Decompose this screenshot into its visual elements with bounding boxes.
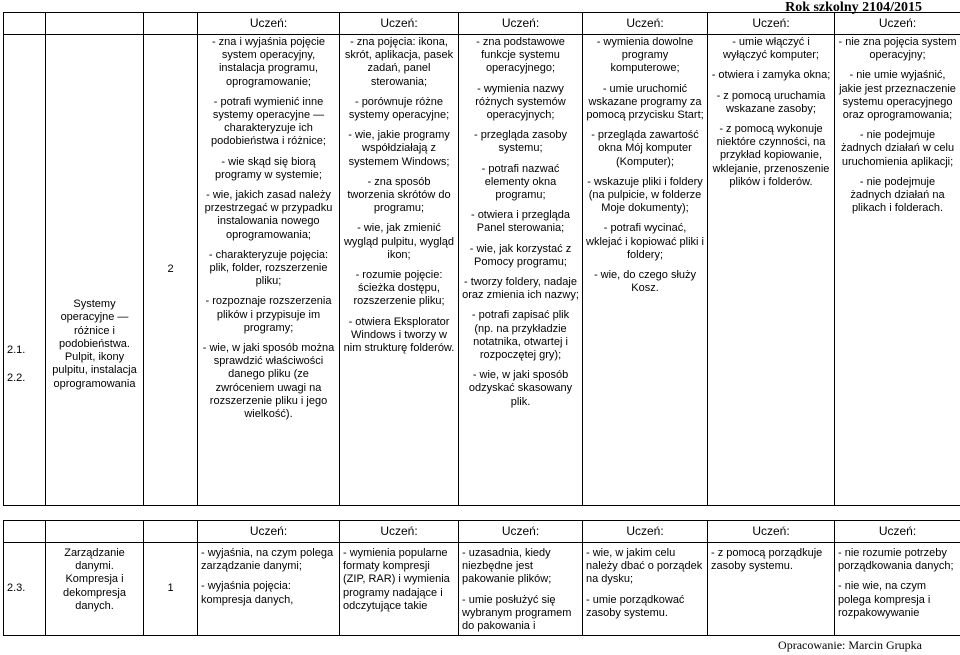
requirements-col-5 bbox=[708, 543, 835, 636]
requirement-item: - otwiera i zamyka okna; bbox=[711, 69, 831, 82]
requirement-item: - tworzy foldery, nadaje oraz zmienia ich nazwy; bbox=[462, 276, 579, 302]
empty-cell bbox=[144, 521, 198, 543]
requirement-item: - wymienia nazwy różnych systemów operacyjnych; bbox=[475, 82, 566, 122]
requirement-item: - nie umie wyjaśnić, jakie jest przeznaczenie systemu operacyjnego oraz oprogramowania; bbox=[839, 69, 956, 122]
requirements-col-6 bbox=[835, 35, 960, 506]
column-header-uczen: Uczeń: bbox=[708, 521, 835, 543]
requirements-col-1 bbox=[198, 543, 340, 636]
requirement-item: - zna pojęcia: ikona, skrót, aplikacja, pasek zadań, panel sterowania; bbox=[344, 36, 454, 88]
school-year: Rok szkolny 2104/2015 bbox=[785, 0, 922, 15]
empty-cell bbox=[4, 521, 46, 543]
requirement-item: - umie uruchomić wskazane programy za pomocą przycisku Start; bbox=[586, 82, 704, 122]
empty-cell bbox=[4, 13, 46, 35]
requirement-item: - zna sposób tworzenia skrótów do programu; bbox=[347, 175, 451, 215]
requirement-item: - otwiera i przegląda Panel sterowania; bbox=[470, 209, 571, 235]
requirement-item: - wskazuje pliki i foldery (na pulpicie, w folderze Moje dokumenty); bbox=[587, 175, 703, 215]
lesson-hours: 2 bbox=[144, 35, 198, 506]
requirement-item: - wie, w jaki sposób można sprawdzić właściwości danego pliku (ze zwróceniem uwagi na rozszerzenie pliku i jego wielkość). bbox=[202, 342, 335, 421]
requirement-item: - z pomocą uruchamia wskazane zasoby; bbox=[716, 89, 826, 115]
lesson-number: 2.3. bbox=[4, 543, 46, 636]
requirements-col-4 bbox=[583, 35, 708, 506]
requirements-table-section-2 bbox=[3, 520, 960, 636]
requirement-item: - uzasadnia, kiedy niezbędne jest pakowanie plików; bbox=[462, 547, 552, 586]
column-header-uczen: Uczeń: bbox=[835, 13, 960, 35]
requirement-item: - wymienia dowolne programy komputerowe; bbox=[596, 36, 694, 75]
requirement-item: - potrafi zapisać plik (np. na przykładzie notatnika, otwartej i rozpoczętej gry); bbox=[471, 309, 570, 362]
requirement-item: - nie wie, na czym polega kompresja i rozpakowywanie bbox=[838, 580, 931, 619]
requirements-col-3 bbox=[459, 543, 583, 636]
requirement-item: - wie, jak zmienić wygląd pulpitu, wygląd ikon; bbox=[343, 222, 455, 261]
requirement-item: - umie włączyć i wyłączyć komputer; bbox=[723, 36, 819, 62]
requirement-item: - wymienia popularne formaty kompresji (ZIP, RAR) i wymienia programy nadające i odczytujące takie bbox=[343, 547, 450, 612]
lesson-number: 2.1. bbox=[7, 344, 26, 357]
requirement-item: - nie podejmuje żadnych działań w celu uruchomienia aplikacji; bbox=[840, 129, 955, 168]
requirement-item: - otwiera Eksplorator Windows i tworzy w nim strukturę folderów. bbox=[343, 315, 455, 355]
lesson-numbers bbox=[4, 35, 46, 506]
lesson-topic: Systemy operacyjne — różnice i podobieństwa. Pulpit, ikony pulpitu, instalacja oprogramowania bbox=[46, 35, 144, 506]
column-header-uczen: Uczeń: bbox=[583, 13, 708, 35]
requirement-item: - nie zna pojęcia system operacyjny; bbox=[838, 36, 957, 62]
requirement-item: - potrafi nazwać elementy okna programu; bbox=[481, 162, 560, 202]
requirements-col-3 bbox=[459, 35, 583, 506]
requirement-item: - wie, w jaki sposób odzyskać skasowany plik. bbox=[468, 369, 573, 408]
lesson-topic: Zarządzanie danymi. Kompresja i dekompresja danych. bbox=[46, 543, 144, 636]
requirement-item: - nie podejmuje żadnych działań na plikach i folderach. bbox=[850, 175, 945, 215]
requirements-col-2 bbox=[340, 35, 459, 506]
requirement-item: - umie posłużyć się wybranym programem do pakowania i bbox=[462, 593, 572, 633]
requirements-col-5 bbox=[708, 35, 835, 506]
requirement-item: - wie, jakich zasad należy przestrzegać w przypadku instalowania nowego oprogramowania; bbox=[204, 189, 333, 241]
requirements-col-4 bbox=[583, 543, 708, 636]
requirement-item: - zna i wyjaśnia pojęcie system operacyjny, instalacja programu, oprogramowanie; bbox=[211, 36, 326, 88]
requirement-item: - charakteryzuje pojęcia: plik, folder, rozszerzenie pliku; bbox=[208, 248, 329, 288]
requirement-item: - potrafi wycinać, wklejać i kopiować pliki i foldery; bbox=[586, 222, 704, 261]
lesson-number: 2.2. bbox=[7, 371, 26, 384]
empty-cell bbox=[144, 13, 198, 35]
requirement-item: - zna podstawowe funkcje systemu operacyjnego; bbox=[476, 36, 565, 75]
requirement-item: - umie porządkować zasoby systemu. bbox=[586, 593, 685, 619]
requirement-item: - z pomocą porządkuje zasoby systemu. bbox=[711, 547, 823, 573]
requirement-item: - porównuje różne systemy operacyjne; bbox=[348, 95, 450, 122]
requirement-item: - wyjaśnia pojęcia: kompresja danych, bbox=[201, 580, 294, 606]
column-header-uczen: Uczeń: bbox=[583, 521, 708, 543]
empty-cell bbox=[46, 13, 144, 35]
author-credit: Opracowanie: Marcin Grupka bbox=[778, 638, 922, 652]
requirement-item: - z pomocą wykonuje niektóre czynności, na przykład kopiowanie, wklejanie, przenoszenie plików i folderów. bbox=[712, 123, 830, 188]
column-header-uczen: Uczeń: bbox=[198, 13, 340, 35]
requirements-col-1 bbox=[198, 35, 340, 506]
column-header-uczen: Uczeń: bbox=[459, 521, 583, 543]
requirement-item: - przegląda zawartość okna Mój komputer (Komputer); bbox=[591, 129, 699, 168]
column-header-uczen: Uczeń: bbox=[708, 13, 835, 35]
requirement-item: - wie, do czego służy Kosz. bbox=[593, 269, 697, 295]
requirement-item: - wie skąd się biorą programy w systemie; bbox=[215, 155, 322, 181]
column-header-uczen: Uczeń: bbox=[835, 521, 960, 543]
requirements-col-6 bbox=[835, 543, 960, 636]
requirement-item: - nie rozumie potrzeby porządkowania danych; bbox=[838, 547, 954, 573]
requirement-item: - wyjaśnia, na czym polega zarządzanie danymi; bbox=[201, 547, 334, 573]
requirement-item: - potrafi wymienić inne systemy operacyjne — charakteryzuje ich podobieństwa i różnice; bbox=[211, 95, 326, 148]
requirement-item: - rozpoznaje rozszerzenia plików i przypisuje im programy; bbox=[205, 295, 332, 334]
empty-cell bbox=[46, 521, 144, 543]
requirements-table-section-1 bbox=[3, 12, 960, 506]
column-header-uczen: Uczeń: bbox=[198, 521, 340, 543]
column-header-uczen: Uczeń: bbox=[459, 13, 583, 35]
lesson-hours: 1 bbox=[144, 543, 198, 636]
column-header-uczen: Uczeń: bbox=[340, 13, 459, 35]
requirement-item: - rozumie pojęcie: ścieżka dostępu, rozszerzenie pliku; bbox=[353, 269, 445, 308]
requirement-item: - wie, w jakim celu należy dbać o porządek na dysku; bbox=[586, 547, 703, 586]
requirement-item: - wie, jakie programy współdziałają z systemem Windows; bbox=[348, 129, 450, 168]
requirements-col-2 bbox=[340, 543, 459, 636]
column-header-uczen: Uczeń: bbox=[340, 521, 459, 543]
requirement-item: - przegląda zasoby systemu; bbox=[474, 129, 567, 155]
requirement-item: - wie, jak korzystać z Pomocy programu; bbox=[469, 242, 572, 268]
